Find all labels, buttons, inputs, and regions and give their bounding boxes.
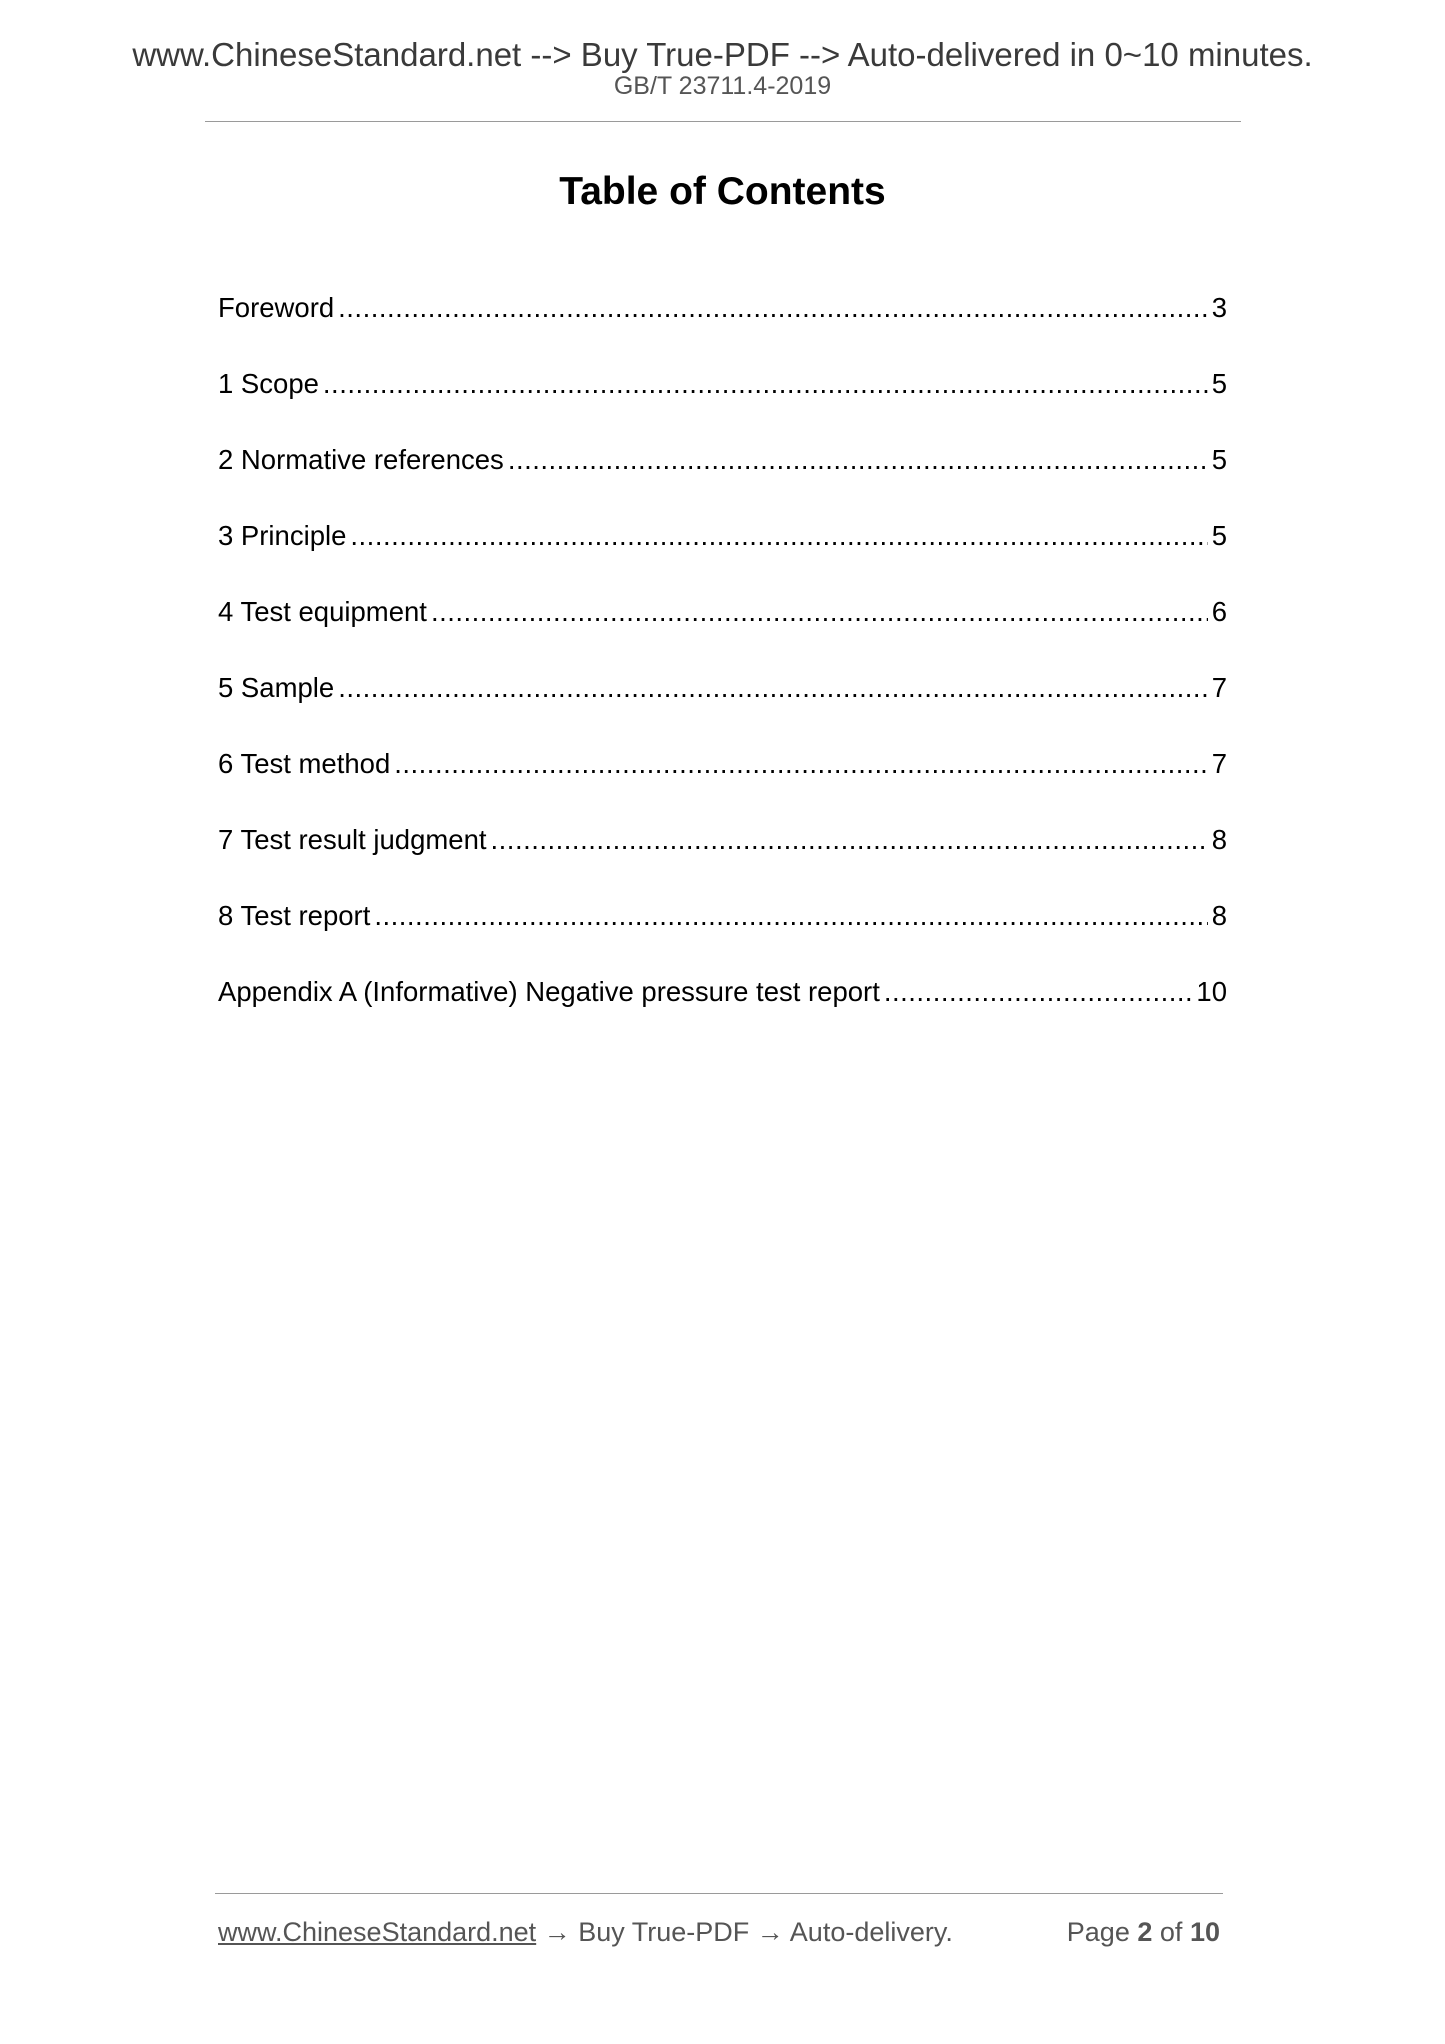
toc-entry-page: 3 <box>1211 292 1227 323</box>
table-of-contents <box>218 290 1227 1050</box>
toc-entry-label: 4 Test equipment <box>218 596 427 627</box>
toc-entry-page: 8 <box>1211 824 1227 855</box>
footer-delivery-text: Auto-delivery. <box>789 1917 953 1947</box>
standard-code: GB/T 23711.4-2019 <box>613 72 832 100</box>
dot-leader <box>338 290 1208 326</box>
dot-leader <box>431 594 1208 630</box>
footer-site-link[interactable]: www.ChineseStandard.net <box>218 1917 537 1947</box>
toc-entry-test-equipment[interactable] <box>218 594 1227 670</box>
toc-entry-label: 2 Normative references <box>218 444 504 475</box>
toc-entry-foreword[interactable] <box>218 290 1227 366</box>
toc-entry-page: 7 <box>1211 748 1227 779</box>
toc-entry-page: 7 <box>1211 672 1227 703</box>
toc-entry-label: Foreword <box>218 292 335 323</box>
dot-leader <box>338 670 1208 706</box>
toc-entry-page: 10 <box>1196 976 1227 1007</box>
total-pages-number: 10 <box>1189 1917 1220 1947</box>
page-indicator <box>1067 1914 1220 1950</box>
toc-entry-label: 5 Sample <box>218 672 335 703</box>
dot-leader <box>508 442 1208 478</box>
toc-entry-label: 7 Test result judgment <box>218 824 487 855</box>
toc-entry-appendix-a[interactable] <box>218 974 1227 1050</box>
toc-entry-test-method[interactable] <box>218 746 1227 822</box>
toc-entry-page: 8 <box>1211 900 1227 931</box>
arrow-right-icon: → <box>756 1917 784 1947</box>
page-word: Page <box>1066 1917 1130 1947</box>
toc-entry-principle[interactable] <box>218 518 1227 594</box>
toc-entry-scope[interactable] <box>218 366 1227 442</box>
toc-entry-label: 3 Principle <box>218 520 347 551</box>
dot-leader <box>350 518 1207 554</box>
dot-leader <box>394 746 1207 782</box>
toc-entry-normative-references[interactable] <box>218 442 1227 518</box>
dot-leader <box>491 822 1208 858</box>
toc-entry-test-result-judgment[interactable] <box>218 822 1227 898</box>
toc-entry-page: 6 <box>1211 596 1227 627</box>
toc-entry-test-report[interactable] <box>218 898 1227 974</box>
toc-entry-page: 5 <box>1211 368 1227 399</box>
toc-entry-label: 8 Test report <box>218 900 371 931</box>
dot-leader <box>323 366 1208 402</box>
of-word: of <box>1159 1917 1183 1947</box>
toc-entry-page: 5 <box>1211 444 1227 475</box>
toc-entry-sample[interactable] <box>218 670 1227 746</box>
footer-divider <box>215 1893 1223 1894</box>
toc-entry-label: Appendix A (Informative) Negative pressure test report <box>218 976 880 1007</box>
page-footer <box>218 1914 1220 1950</box>
dot-leader <box>884 974 1193 1010</box>
header-divider <box>205 121 1241 122</box>
header-banner: www.ChineseStandard.net --> Buy True-PDF --> Auto-delivered in 0~10 minutes. <box>132 36 1313 73</box>
footer-buy-text: Buy True-PDF <box>578 1917 750 1947</box>
dot-leader <box>374 898 1207 934</box>
toc-entry-page: 5 <box>1211 520 1227 551</box>
toc-title: Table of Contents <box>559 170 886 213</box>
current-page-number: 2 <box>1137 1917 1153 1947</box>
toc-entry-label: 6 Test method <box>218 748 391 779</box>
arrow-right-icon: → <box>543 1917 571 1947</box>
toc-entry-label: 1 Scope <box>218 368 319 399</box>
